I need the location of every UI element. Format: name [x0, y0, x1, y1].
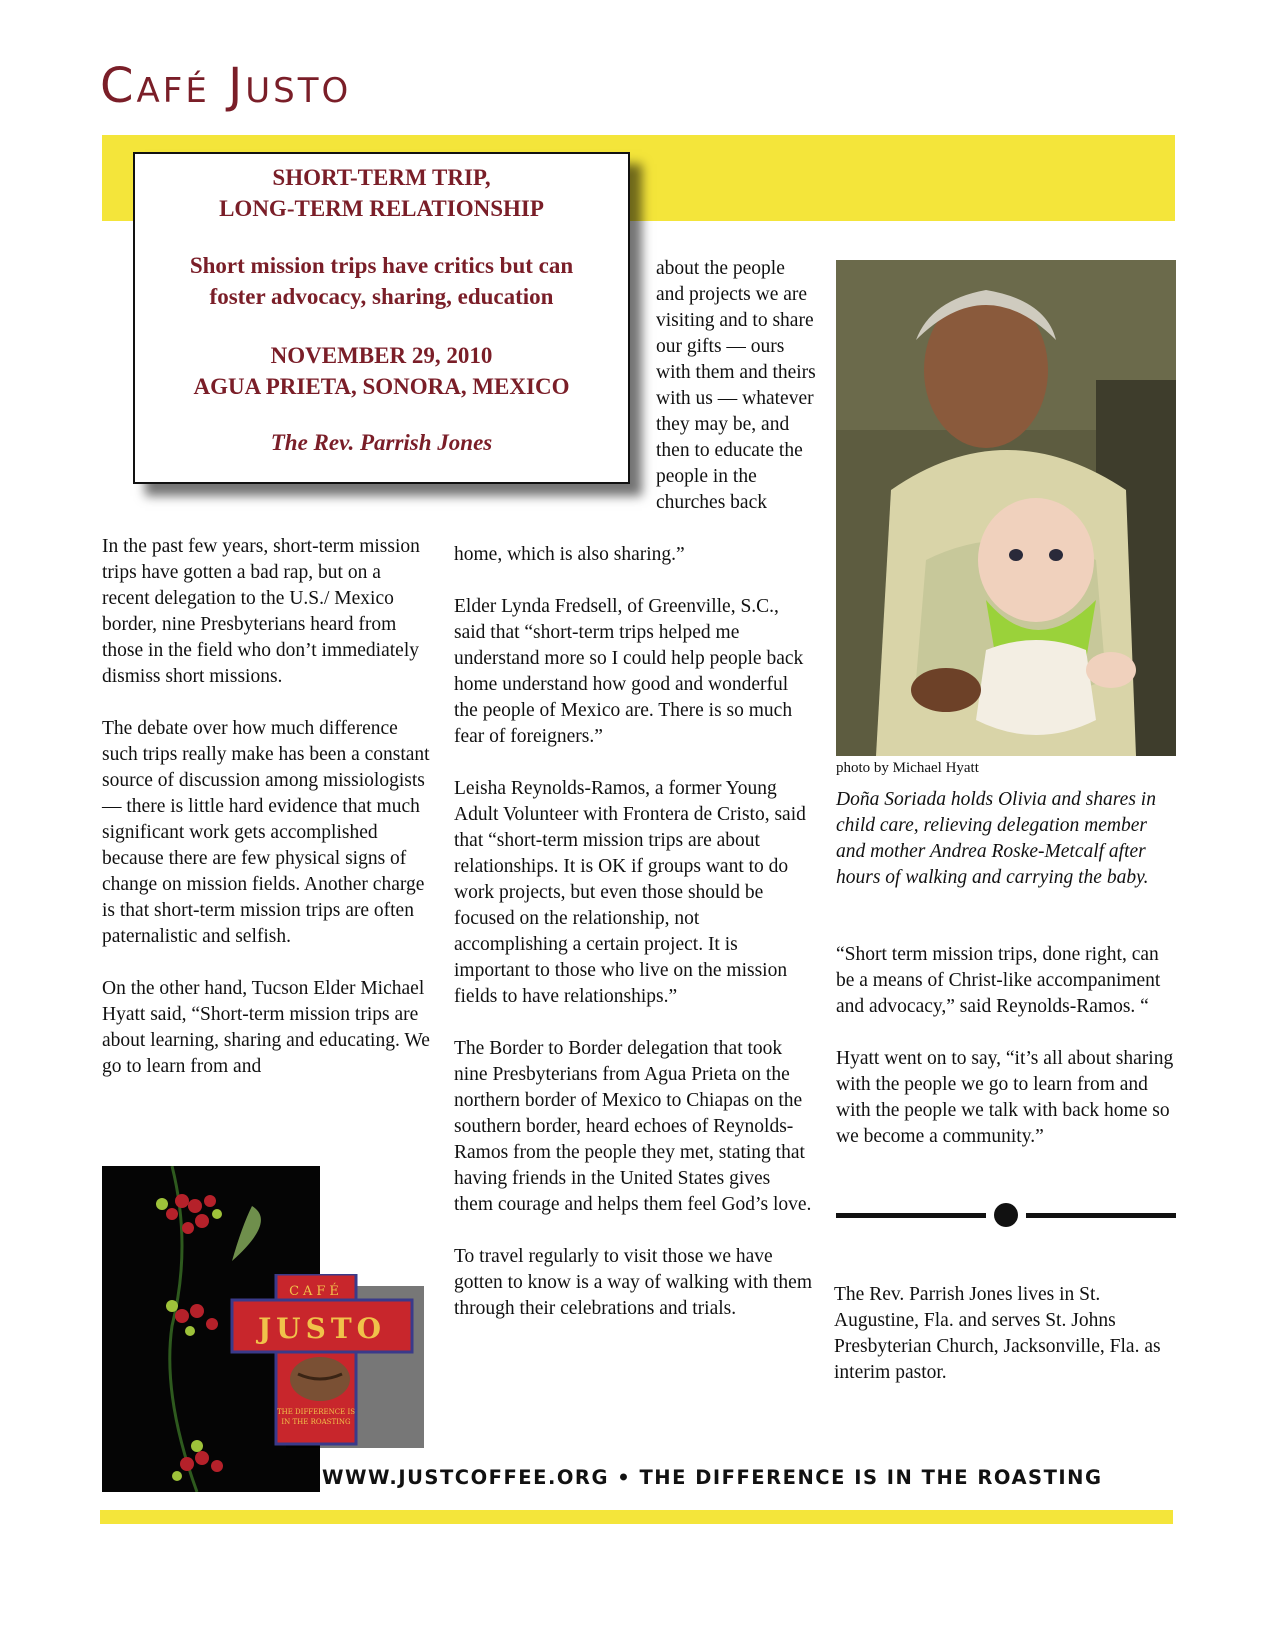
brand-title: Café Justo [100, 58, 352, 114]
headline-dek-line2: foster advocacy, sharing, education [209, 284, 554, 309]
article-column-3 [836, 942, 1176, 1176]
headline-byline: The Rev. Parrish Jones [270, 430, 493, 455]
divider-dot [994, 1203, 1018, 1227]
photo-image [836, 260, 1176, 756]
body-paragraph: Leisha Reynolds-Ramos, a former Young Adult Volunteer with Frontera de Cristo, said that “short-term mission trips are about relationships. It is OK if groups want to do work projects, but even those should be focused on the relationship, not accomplishing a certain project. It is important to those who live on the mission fields to have relationships.” [454, 778, 806, 1007]
body-paragraph: To travel regularly to visit those we have gotten to know is a way of walking with them through their celebrations and trials. [454, 1246, 812, 1319]
author-bio-text: The Rev. Parrish Jones lives in St. Augustine, Fla. and serves St. Johns Presbyterian Church, Jacksonville, Fla. as interim pastor. [834, 1284, 1161, 1383]
author-bio [834, 1282, 1179, 1412]
body-paragraph: Hyatt went on to say, “it’s all about sharing with the people we go to learn from and with the people we talk with back home so we become a community.” [836, 1048, 1174, 1147]
body-paragraph-end: home, which is also sharing.” [454, 544, 685, 565]
body-paragraph-continued: about the people and projects we are visiting and to share our gifts — ours with them and theirs with us — whatever they may be, and then to educate the people in the churches back [656, 258, 816, 513]
logo-main-text: JUSTO [257, 1312, 387, 1345]
logo-top-text: CAFÉ [289, 1284, 343, 1299]
body-paragraph: Elder Lynda Fredsell, of Greenville, S.C., said that “short-term trips helped me understand more so I could help people back home understand how good and wonderful the people of Mexico are. There is so much fear of foreigners.” [454, 596, 804, 747]
headline-title-line1: SHORT-TERM TRIP, [272, 165, 491, 190]
bottom-yellow-band [100, 1510, 1173, 1524]
cafe-justo-logo [228, 1274, 424, 1448]
photo-grandmother-baby [836, 260, 1176, 756]
logo-tagline-2: IN THE ROASTING [281, 1418, 351, 1426]
headline-place: AGUA PRIETA, SONORA, MEXICO [193, 374, 570, 399]
headline-dek-line1: Short mission trips have critics but can [189, 253, 574, 278]
article-column-2 [454, 542, 814, 1348]
body-paragraph: “Short term mission trips, done right, can be a means of Christ-like accompaniment and advocacy,” said Reynolds-Ramos. “ [836, 944, 1161, 1017]
body-paragraph: The Border to Border delegation that took nine Presbyterians from Agua Prieta on the northern border of Mexico to Chiapas on the southern border, heard echoes of Reynolds-Ramos from the people they met, stating that having friends in the United States gives them courage and helps them feel God’s love. [454, 1038, 812, 1215]
body-paragraph: In the past few years, short-term mission trips have gotten a bad rap, but on a recent delegation to the U.S./ Mexico border, nine Presbyterians heard from those in the field who don’t immediately dismiss short missions. [102, 536, 420, 687]
article-column-1 [102, 534, 430, 1106]
photo-caption: Doña Soriada holds Olivia and shares in child care, relieving delegation member and mother Andrea Roske-Metcalf after hours of walking and carrying the baby. [836, 789, 1156, 888]
body-paragraph: On the other hand, Tucson Elder Michael Hyatt said, “Short-term mission trips are about learning, sharing and educating. We go to learn from and [102, 978, 430, 1077]
logo-tagline-1: THE DIFFERENCE IS [276, 1408, 356, 1416]
photo-credit: photo by Michael Hyatt [836, 760, 979, 776]
headline-box [133, 152, 630, 484]
headline-date: NOVEMBER 29, 2010 [270, 343, 493, 368]
headline-title-line2: LONG-TERM RELATIONSHIP [219, 196, 544, 221]
body-paragraph: The debate over how much difference such trips really make has been a constant source of discussion among missiologists — there is little hard evidence that much significant work gets accomplished because there are few physical signs of change on mission fields. Another charge is that short-term mission trips are often paternalistic and selfish. [102, 718, 430, 947]
article-column-2-top [656, 256, 816, 516]
section-divider [836, 1203, 1176, 1227]
footer-tagline: WWW.JUSTCOFFEE.ORG • THE DIFFERENCE IS IN THE ROASTING [322, 1466, 1103, 1489]
